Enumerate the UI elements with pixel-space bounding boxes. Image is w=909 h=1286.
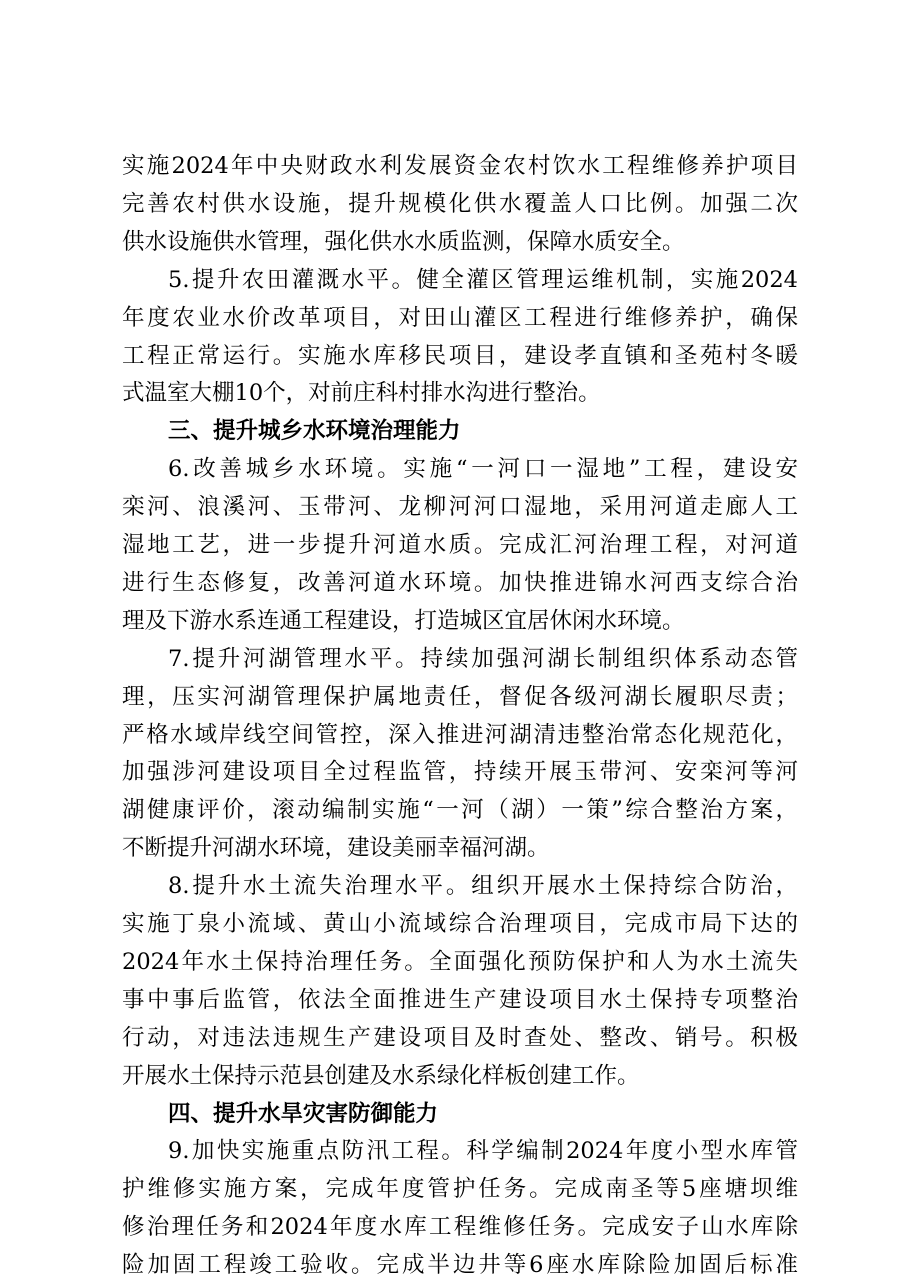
paragraph-line: 年度农业水价改革项目，对田山灌区工程进行维修养护，确保 xyxy=(122,305,798,331)
paragraph-line: 事中事后监管，依法全面推进生产建设项目水土保持专项整治 xyxy=(122,987,798,1013)
paragraph-line: 7.提升河湖管理水平。持续加强河湖长制组织体系动态管 xyxy=(168,646,798,672)
paragraph-line: 6.改善城乡水环境。实施“一河口一湿地”工程，建设安 xyxy=(168,456,798,482)
paragraph-line: 理及下游水系连通工程建设，打造城区宜居休闲水环境。 xyxy=(122,608,685,634)
paragraph-line: 完善农村供水设施，提升规模化供水覆盖人口比例。加强二次 xyxy=(122,191,798,217)
paragraph-line: 开展水土保持示范县创建及水系绿化样板创建工作。 xyxy=(122,1063,640,1089)
paragraph-line: 严格水域岸线空间管控，深入推进河湖清违整治常态化规范化， xyxy=(122,722,798,748)
paragraph-line: 2024年水土保持治理任务。全面强化预防保护和人为水土流失 xyxy=(122,949,798,975)
paragraph-line: 8.提升水土流失治理水平。组织开展水土保持综合防治， xyxy=(168,873,798,899)
paragraph-line: 湿地工艺，进一步提升河道水质。完成汇河治理工程，对河道 xyxy=(122,532,798,558)
paragraph-line: 供水设施供水管理，强化供水水质监测，保障水质安全。 xyxy=(122,229,685,255)
paragraph-line: 险加固工程竣工验收。完成半边井等6座水库除险加固后标准 xyxy=(122,1252,798,1278)
section-heading: 三、提升城乡水环境治理能力 xyxy=(168,418,461,444)
paragraph-line: 湖健康评价，滚动编制实施“一河（湖）一策”综合整治方案， xyxy=(122,797,798,823)
paragraph-line: 行动，对违法违规生产建设项目及时查处、整改、销号。积极 xyxy=(122,1025,798,1051)
section-heading: 四、提升水旱灾害防御能力 xyxy=(168,1101,439,1127)
paragraph-line: 实施2024年中央财政水利发展资金农村饮水工程维修养护项目 xyxy=(122,153,798,179)
paragraph-line: 修治理任务和2024年度水库工程维修任务。完成安子山水库除 xyxy=(122,1214,798,1240)
paragraph-line: 栾河、浪溪河、玉带河、龙柳河河口湿地，采用河道走廊人工 xyxy=(122,494,798,520)
paragraph-line: 加强涉河建设项目全过程监管，持续开展玉带河、安栾河等河 xyxy=(122,759,798,785)
paragraph-line: 护维修实施方案，完成年度管护任务。完成南圣等5座塘坝维 xyxy=(122,1176,798,1202)
paragraph-line: 实施丁泉小流域、黄山小流域综合治理项目，完成市局下达的 xyxy=(122,911,798,937)
paragraph-line: 进行生态修复，改善河道水环境。加快推进锦水河西支综合治 xyxy=(122,570,798,596)
paragraph-line: 工程正常运行。实施水库移民项目，建设孝直镇和圣苑村冬暖 xyxy=(122,343,798,369)
paragraph-line: 式温室大棚10个，对前庄科村排水沟进行整治。 xyxy=(122,380,601,406)
paragraph-line: 理，压实河湖管理保护属地责任，督促各级河湖长履职尽责； xyxy=(122,684,798,710)
paragraph-line: 不断提升河湖水环境，建设美丽幸福河湖。 xyxy=(122,835,550,861)
paragraph-line: 9.加快实施重点防汛工程。科学编制2024年度小型水库管 xyxy=(168,1138,798,1164)
paragraph-line: 5.提升农田灌溉水平。健全灌区管理运维机制，实施2024 xyxy=(168,267,798,293)
